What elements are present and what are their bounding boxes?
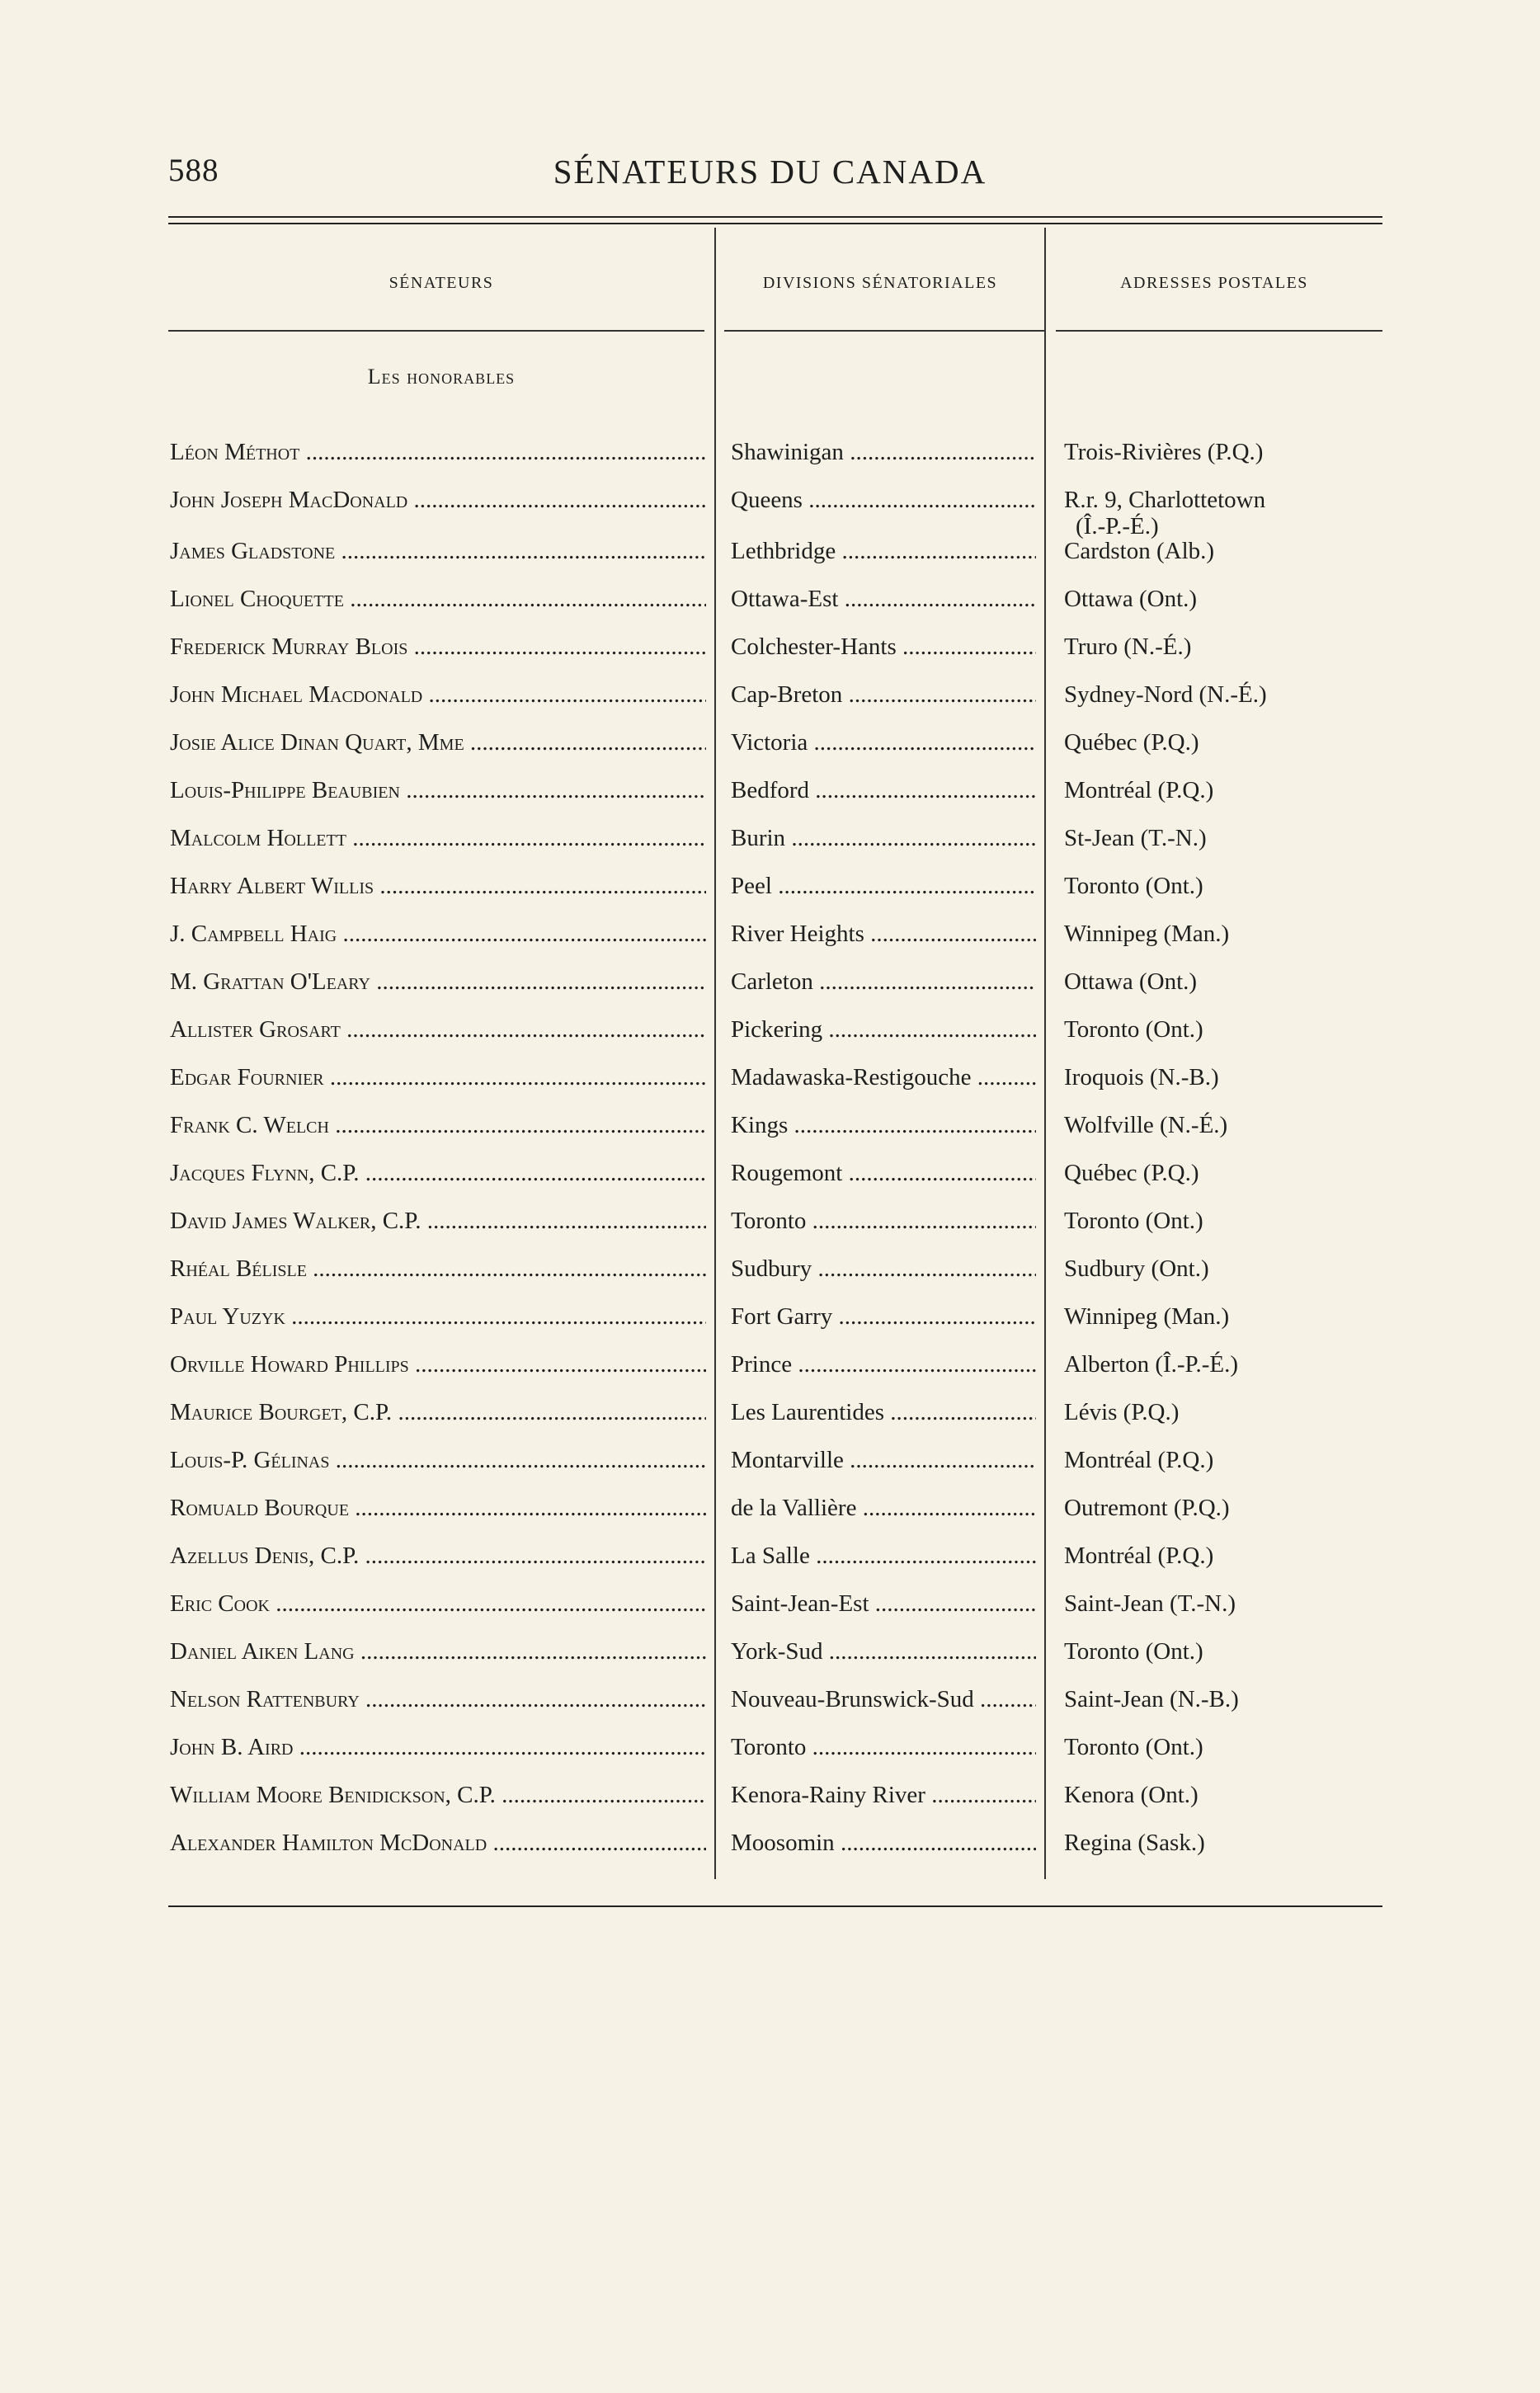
postal-address [1064,968,1410,995]
postal-address [1064,1016,1410,1043]
postal-address-line: Sydney-Nord (N.-É.) [1064,681,1267,708]
postal-address [1064,777,1410,803]
senatorial-division: Shawinigan ..... [731,439,1036,465]
senator-name: Edgar Fournier ..... [170,1064,706,1091]
postal-address [1064,1830,1410,1856]
page-title: SÉNATEURS DU CANADA [553,153,987,191]
senatorial-division: Toronto ..... [731,1208,1036,1234]
senatorial-division: River Heights ..... [731,921,1036,947]
senator-name: John Joseph MacDonald ..... [170,487,706,513]
senator-name: Maurice Bourget, C.P. ..... [170,1399,706,1425]
senator-name: Nelson Rattenbury ..... [170,1686,706,1712]
senatorial-division: Nouveau-Brunswick-Sud ..... [731,1686,1036,1712]
postal-address-line: Winnipeg (Man.) [1064,1303,1230,1330]
postal-address-line: Iroquois (N.-B.) [1064,1064,1219,1091]
senatorial-division: de la Vallière ..... [731,1495,1036,1521]
postal-address [1064,729,1410,756]
postal-address-line: Winnipeg (Man.) [1064,921,1230,947]
senator-name: John B. Aird ..... [170,1734,706,1760]
postal-address [1064,681,1410,708]
senatorial-division: Rougemont ..... [731,1160,1036,1186]
senator-name: Louis-P. Gélinas ..... [170,1447,706,1473]
top-double-rule [168,216,1382,224]
senator-name: John Michael Macdonald ..... [170,681,706,708]
postal-address [1064,1303,1410,1330]
page-number: 588 [168,153,219,188]
senator-name: Rhéal Bélisle ..... [170,1255,706,1282]
senator-name: Léon Méthot ..... [170,439,706,465]
senatorial-division: Colchester-Hants ..... [731,634,1036,660]
postal-address [1064,1638,1410,1665]
postal-address [1064,634,1410,660]
postal-address [1064,487,1410,539]
postal-address-line: Saint-Jean (N.-B.) [1064,1686,1239,1712]
subheading: Les honorables [367,365,516,389]
senator-name: Allister Grosart ..... [170,1016,706,1043]
senator-name: Harry Albert Willis ..... [170,873,706,899]
column-header-senateurs: SÉNATEURS [389,274,494,292]
postal-address [1064,1160,1410,1186]
senator-name: Orville Howard Phillips ..... [170,1351,706,1378]
senatorial-division: La Salle ..... [731,1543,1036,1569]
senator-name: M. Grattan O'Leary ..... [170,968,706,995]
postal-address-line: Ottawa (Ont.) [1064,968,1198,995]
postal-address-line: Sudbury (Ont.) [1064,1255,1209,1282]
senatorial-division: Toronto ..... [731,1734,1036,1760]
senatorial-division: Prince ..... [731,1351,1036,1378]
postal-address-line: Regina (Sask.) [1064,1830,1205,1856]
postal-address-line: Lévis (P.Q.) [1064,1399,1180,1425]
postal-address-line: Alberton (Î.-P.-É.) [1064,1351,1239,1378]
senator-name: James Gladstone ..... [170,538,706,564]
header-rule-3 [1056,330,1382,332]
column-divider-1 [714,228,716,1879]
senator-name: Malcolm Hollett ..... [170,825,706,851]
senator-name: J. Campbell Haig ..... [170,921,706,947]
postal-address [1064,1255,1410,1282]
senator-name: Eric Cook ..... [170,1590,706,1617]
postal-address-line: Toronto (Ont.) [1064,1638,1203,1665]
postal-address [1064,538,1410,564]
postal-address [1064,1543,1410,1569]
senator-name: Frank C. Welch ..... [170,1112,706,1138]
postal-address [1064,1064,1410,1091]
postal-address-line: Toronto (Ont.) [1064,1208,1203,1234]
senatorial-division: Sudbury ..... [731,1255,1036,1282]
column-header-divisions: DIVISIONS SÉNATORIALES [762,274,998,292]
column-header-adresses: ADRESSES POSTALES [1120,274,1308,292]
senatorial-division: Cap-Breton ..... [731,681,1036,708]
postal-address-line: Wolfville (N.-É.) [1064,1112,1228,1138]
senator-name: William Moore Benidickson, C.P. ..... [170,1782,706,1808]
header-rule-1 [168,330,704,332]
postal-address-line: Outremont (P.Q.) [1064,1495,1230,1521]
postal-address [1064,921,1410,947]
senatorial-division: Lethbridge ..... [731,538,1036,564]
senator-name: Paul Yuzyk ..... [170,1303,706,1330]
postal-address-line: R.r. 9, Charlottetown [1064,487,1266,513]
postal-address-line: Québec (P.Q.) [1064,1160,1199,1186]
postal-address-line: Kenora (Ont.) [1064,1782,1199,1808]
postal-address-line: Toronto (Ont.) [1064,873,1203,899]
senatorial-division: Montarville ..... [731,1447,1036,1473]
senatorial-division: Madawaska-Restigouche ..... [731,1064,1036,1091]
postal-address [1064,1495,1410,1521]
senatorial-division: Saint-Jean-Est ..... [731,1590,1036,1617]
postal-address [1064,586,1410,612]
senatorial-division: Burin ..... [731,825,1036,851]
senatorial-division: Moosomin ..... [731,1830,1036,1856]
postal-address [1064,825,1410,851]
postal-address-line: Montréal (P.Q.) [1064,1543,1214,1569]
senatorial-division: Carleton ..... [731,968,1036,995]
postal-address-line: Toronto (Ont.) [1064,1734,1203,1760]
postal-address-line: Cardston (Alb.) [1064,538,1215,564]
column-divider-2 [1044,228,1046,1879]
postal-address-line: Trois-Rivières (P.Q.) [1064,439,1264,465]
postal-address-line: Montréal (P.Q.) [1064,1447,1214,1473]
postal-address [1064,1399,1410,1425]
postal-address [1064,1734,1410,1760]
postal-address [1064,873,1410,899]
senator-name: Frederick Murray Blois ..... [170,634,706,660]
postal-address [1064,1782,1410,1808]
senator-name: Josie Alice Dinan Quart, Mme ..... [170,729,706,756]
senator-name: Jacques Flynn, C.P. ..... [170,1160,706,1186]
postal-address-line: Montréal (P.Q.) [1064,777,1214,803]
postal-address-line: Truro (N.-É.) [1064,634,1192,660]
senatorial-division: Queens ..... [731,487,1036,513]
senatorial-division: Victoria ..... [731,729,1036,756]
senatorial-division: York-Sud ..... [731,1638,1036,1665]
senatorial-division: Bedford ..... [731,777,1036,803]
postal-address-line-2: (Î.-P.-É.) [1076,513,1159,539]
senator-name: Azellus Denis, C.P. ..... [170,1543,706,1569]
senatorial-division: Les Laurentides ..... [731,1399,1036,1425]
postal-address [1064,439,1410,465]
senatorial-division: Pickering ..... [731,1016,1036,1043]
senator-name: Daniel Aiken Lang ..... [170,1638,706,1665]
senator-name: Romuald Bourque ..... [170,1495,706,1521]
postal-address-line: Québec (P.Q.) [1064,729,1199,756]
postal-address [1064,1447,1410,1473]
postal-address-line: Ottawa (Ont.) [1064,586,1198,612]
senatorial-division: Ottawa-Est ..... [731,586,1036,612]
senator-name: Louis-Philippe Beaubien ..... [170,777,706,803]
senatorial-division: Peel ..... [731,873,1036,899]
postal-address-line: Saint-Jean (T.-N.) [1064,1590,1236,1617]
senatorial-division: Fort Garry ..... [731,1303,1036,1330]
postal-address [1064,1590,1410,1617]
header-rule-2 [724,330,1044,332]
postal-address-line: Toronto (Ont.) [1064,1016,1203,1043]
senator-name: David James Walker, C.P. ..... [170,1208,706,1234]
bottom-rule [168,1905,1382,1907]
postal-address-line: St-Jean (T.-N.) [1064,825,1207,851]
senatorial-division: Kings ..... [731,1112,1036,1138]
senator-name: Lionel Choquette ..... [170,586,706,612]
postal-address [1064,1112,1410,1138]
senatorial-division: Kenora-Rainy River ..... [731,1782,1036,1808]
postal-address [1064,1686,1410,1712]
senator-name: Alexander Hamilton McDonald ..... [170,1830,706,1856]
postal-address [1064,1208,1410,1234]
postal-address [1064,1351,1410,1378]
